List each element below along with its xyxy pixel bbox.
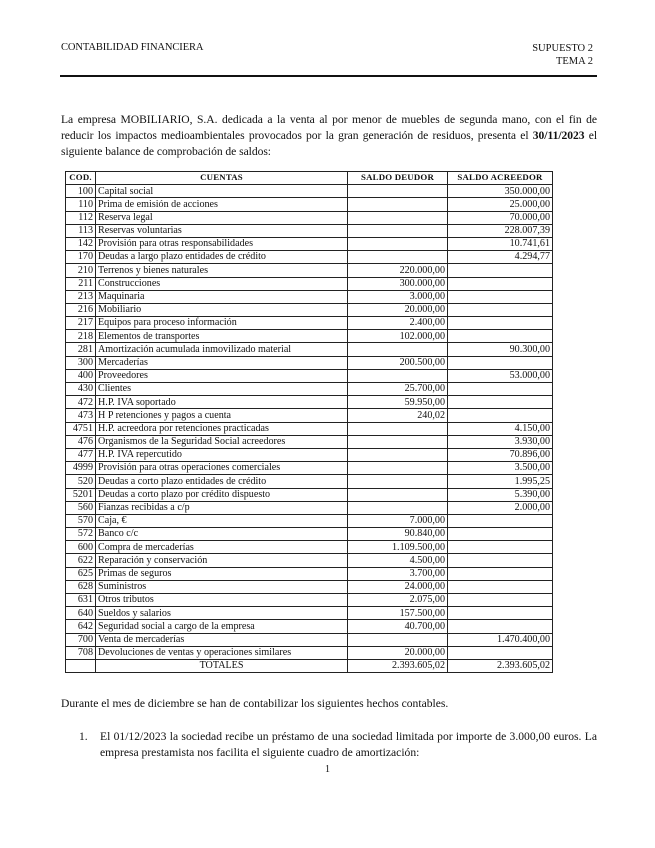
account-name: Clientes <box>96 383 348 396</box>
account-name: Reparación y conservación <box>96 554 348 567</box>
intro-paragraph <box>61 112 597 160</box>
account-name: H.P. IVA soportado <box>96 396 348 409</box>
credit-balance <box>448 277 553 290</box>
debit-balance <box>348 501 448 514</box>
intro-text-start: La empresa MOBILIARIO, S.A. dedicada a la venta al por menor de muebles de segunda mano, con el fin de reducir los impactos medioambientales provocados por la gran generación de residuos, presenta el <box>61 113 597 142</box>
account-code: 217 <box>66 317 96 330</box>
table-row <box>66 528 553 541</box>
credit-balance: 25.000,00 <box>448 198 553 211</box>
credit-balance <box>448 317 553 330</box>
account-name: Provisión para otras responsabilidades <box>96 237 348 250</box>
table-row <box>66 646 553 659</box>
table-row <box>66 567 553 580</box>
account-code: 572 <box>66 528 96 541</box>
account-name: Caja, € <box>96 514 348 527</box>
col-header-debit: SALDO DEUDOR <box>348 172 448 185</box>
account-code: 570 <box>66 514 96 527</box>
debit-balance: 157.500,00 <box>348 607 448 620</box>
table-row <box>66 594 553 607</box>
account-name: Primas de seguros <box>96 567 348 580</box>
credit-balance: 350.000,00 <box>448 185 553 198</box>
account-code: 477 <box>66 448 96 461</box>
account-name: Maquinaria <box>96 290 348 303</box>
account-code: 560 <box>66 501 96 514</box>
table-row <box>66 211 553 224</box>
totals-debit: 2.393.605,02 <box>348 659 448 672</box>
debit-balance <box>348 488 448 501</box>
table-row <box>66 488 553 501</box>
credit-balance <box>448 409 553 422</box>
debit-balance: 7.000,00 <box>348 514 448 527</box>
account-name: Construcciones <box>96 277 348 290</box>
credit-balance <box>448 303 553 316</box>
credit-balance <box>448 554 553 567</box>
table-row <box>66 620 553 633</box>
account-name: Mobiliario <box>96 303 348 316</box>
table-row <box>66 264 553 277</box>
credit-balance: 1.470.400,00 <box>448 633 553 646</box>
account-code: 281 <box>66 343 96 356</box>
debit-balance <box>348 462 448 475</box>
credit-balance <box>448 580 553 593</box>
account-code: 631 <box>66 594 96 607</box>
credit-balance: 3.500,00 <box>448 462 553 475</box>
credit-balance: 90.300,00 <box>448 343 553 356</box>
account-code: 300 <box>66 356 96 369</box>
credit-balance <box>448 290 553 303</box>
list-item-marker: 1. <box>79 730 88 743</box>
totals-credit: 2.393.605,02 <box>448 659 553 672</box>
account-code: 640 <box>66 607 96 620</box>
debit-balance <box>348 343 448 356</box>
table-row <box>66 198 553 211</box>
intro-date: 30/11/2023 <box>532 129 585 142</box>
table-row <box>66 580 553 593</box>
account-code: 625 <box>66 567 96 580</box>
debit-balance: 200.500,00 <box>348 356 448 369</box>
credit-balance <box>448 607 553 620</box>
credit-balance <box>448 541 553 554</box>
table-header-row <box>66 172 553 185</box>
table-row <box>66 475 553 488</box>
credit-balance: 3.930,00 <box>448 435 553 448</box>
credit-balance <box>448 646 553 659</box>
credit-balance: 5.390,00 <box>448 488 553 501</box>
account-name: Deudas a largo plazo entidades de crédito <box>96 251 348 264</box>
account-name: Venta de mercaderías <box>96 633 348 646</box>
credit-balance <box>448 396 553 409</box>
account-code: 472 <box>66 396 96 409</box>
table-row <box>66 343 553 356</box>
credit-balance <box>448 528 553 541</box>
header-supuesto: SUPUESTO 2 <box>532 43 593 54</box>
debit-balance <box>348 422 448 435</box>
trial-balance-table <box>65 171 553 673</box>
table-row <box>66 396 553 409</box>
debit-balance: 3.000,00 <box>348 290 448 303</box>
debit-balance <box>348 251 448 264</box>
table-row <box>66 251 553 264</box>
account-name: H.P. IVA repercutido <box>96 448 348 461</box>
account-code: 110 <box>66 198 96 211</box>
account-code: 210 <box>66 264 96 277</box>
credit-balance: 1.995,25 <box>448 475 553 488</box>
account-name: Reservas voluntarias <box>96 224 348 237</box>
credit-balance: 4.150,00 <box>448 422 553 435</box>
account-name: Amortización acumulada inmovilizado material <box>96 343 348 356</box>
account-name: Fianzas recibidas a c/p <box>96 501 348 514</box>
credit-balance: 70.000,00 <box>448 211 553 224</box>
account-name: H.P. acreedora por retenciones practicadas <box>96 422 348 435</box>
table-row <box>66 554 553 567</box>
account-name: Terrenos y bienes naturales <box>96 264 348 277</box>
table-row <box>66 501 553 514</box>
header-case <box>532 42 593 68</box>
account-code: 216 <box>66 303 96 316</box>
table-row <box>66 514 553 527</box>
credit-balance: 2.000,00 <box>448 501 553 514</box>
credit-balance: 70.896,00 <box>448 448 553 461</box>
debit-balance: 2.400,00 <box>348 317 448 330</box>
intro-text-end: el siguiente balance de comprobación de saldos: <box>61 129 597 158</box>
credit-balance <box>448 356 553 369</box>
account-code: 708 <box>66 646 96 659</box>
account-code: 600 <box>66 541 96 554</box>
debit-balance <box>348 237 448 250</box>
account-name: Deudas a corto plazo entidades de crédito <box>96 475 348 488</box>
account-name: Seguridad social a cargo de la empresa <box>96 620 348 633</box>
table-row <box>66 356 553 369</box>
debit-balance: 3.700,00 <box>348 567 448 580</box>
account-code: 4751 <box>66 422 96 435</box>
debit-balance: 102.000,00 <box>348 330 448 343</box>
table-row <box>66 435 553 448</box>
account-name: Proveedores <box>96 369 348 382</box>
credit-balance <box>448 330 553 343</box>
account-name: Otros tributos <box>96 594 348 607</box>
table-row <box>66 224 553 237</box>
account-name: Elementos de transportes <box>96 330 348 343</box>
account-code: 520 <box>66 475 96 488</box>
account-name: Compra de mercaderías <box>96 541 348 554</box>
account-name: Devoluciones de ventas y operaciones similares <box>96 646 348 659</box>
account-name: H P retenciones y pagos a cuenta <box>96 409 348 422</box>
table-row <box>66 277 553 290</box>
page-number: 1 <box>325 764 330 775</box>
account-name: Mercaderías <box>96 356 348 369</box>
totals-label: TOTALES <box>96 659 348 672</box>
list-item-text: El 01/12/2023 la sociedad recibe un préstamo de una sociedad limitada por importe de 3.000,00 euros. La empresa prestamista nos facilita el siguiente cuadro de amortización: <box>100 730 597 759</box>
table-row <box>66 369 553 382</box>
debit-balance: 20.000,00 <box>348 646 448 659</box>
account-code: 700 <box>66 633 96 646</box>
totals-row <box>66 659 553 672</box>
account-name: Banco c/c <box>96 528 348 541</box>
table-row <box>66 317 553 330</box>
credit-balance <box>448 620 553 633</box>
debit-balance: 20.000,00 <box>348 303 448 316</box>
account-name: Reserva legal <box>96 211 348 224</box>
debit-balance: 300.000,00 <box>348 277 448 290</box>
credit-balance <box>448 264 553 277</box>
account-code: 622 <box>66 554 96 567</box>
table-row <box>66 633 553 646</box>
debit-balance: 1.109.500,00 <box>348 541 448 554</box>
account-name: Prima de emisión de acciones <box>96 198 348 211</box>
list-item <box>79 729 597 761</box>
header-subject: CONTABILIDAD FINANCIERA <box>61 42 204 53</box>
account-name: Deudas a corto plazo por crédito dispuesto <box>96 488 348 501</box>
debit-balance <box>348 185 448 198</box>
account-name: Organismos de la Seguridad Social acreedores <box>96 435 348 448</box>
credit-balance: 228.007,39 <box>448 224 553 237</box>
debit-balance <box>348 369 448 382</box>
credit-balance: 10.741,61 <box>448 237 553 250</box>
account-code: 628 <box>66 580 96 593</box>
credit-balance <box>448 514 553 527</box>
account-code: 213 <box>66 290 96 303</box>
debit-balance: 90.840,00 <box>348 528 448 541</box>
account-code: 4999 <box>66 462 96 475</box>
account-code: 400 <box>66 369 96 382</box>
table-row <box>66 422 553 435</box>
debit-balance: 40.700,00 <box>348 620 448 633</box>
account-code: 113 <box>66 224 96 237</box>
debit-balance <box>348 435 448 448</box>
table-row <box>66 541 553 554</box>
debit-balance: 25.700,00 <box>348 383 448 396</box>
account-name: Suministros <box>96 580 348 593</box>
debit-balance: 24.000,00 <box>348 580 448 593</box>
account-code: 218 <box>66 330 96 343</box>
table-row <box>66 383 553 396</box>
table-row <box>66 462 553 475</box>
credit-balance <box>448 383 553 396</box>
credit-balance: 53.000,00 <box>448 369 553 382</box>
account-code: 211 <box>66 277 96 290</box>
account-code: 476 <box>66 435 96 448</box>
header-tema: TEMA 2 <box>555 56 593 67</box>
table-row <box>66 448 553 461</box>
col-header-account: CUENTAS <box>96 172 348 185</box>
credit-balance <box>448 594 553 607</box>
credit-balance: 4.294,77 <box>448 251 553 264</box>
account-name: Provisión para otras operaciones comerciales <box>96 462 348 475</box>
account-code: 5201 <box>66 488 96 501</box>
table-row <box>66 607 553 620</box>
account-code: 473 <box>66 409 96 422</box>
table-row <box>66 409 553 422</box>
account-code: 430 <box>66 383 96 396</box>
col-header-code: COD. <box>66 172 96 185</box>
debit-balance <box>348 211 448 224</box>
table-body <box>66 185 553 660</box>
debit-balance <box>348 633 448 646</box>
debit-balance: 240,02 <box>348 409 448 422</box>
account-code: 100 <box>66 185 96 198</box>
header-divider <box>60 75 597 77</box>
table-row <box>66 185 553 198</box>
account-code: 642 <box>66 620 96 633</box>
table-row <box>66 303 553 316</box>
totals-code-cell <box>66 659 96 672</box>
table-row <box>66 290 553 303</box>
account-code: 112 <box>66 211 96 224</box>
debit-balance: 59.950,00 <box>348 396 448 409</box>
after-table-text: Durante el mes de diciembre se han de contabilizar los siguientes hechos contables. <box>61 697 449 710</box>
col-header-credit: SALDO ACREEDOR <box>448 172 553 185</box>
debit-balance <box>348 224 448 237</box>
credit-balance <box>448 567 553 580</box>
debit-balance <box>348 198 448 211</box>
debit-balance <box>348 475 448 488</box>
account-name: Sueldos y salarios <box>96 607 348 620</box>
account-code: 170 <box>66 251 96 264</box>
debit-balance: 4.500,00 <box>348 554 448 567</box>
debit-balance <box>348 448 448 461</box>
table-row <box>66 237 553 250</box>
account-name: Capital social <box>96 185 348 198</box>
account-name: Equipos para proceso información <box>96 317 348 330</box>
account-code: 142 <box>66 237 96 250</box>
debit-balance: 220.000,00 <box>348 264 448 277</box>
debit-balance: 2.075,00 <box>348 594 448 607</box>
table-row <box>66 330 553 343</box>
